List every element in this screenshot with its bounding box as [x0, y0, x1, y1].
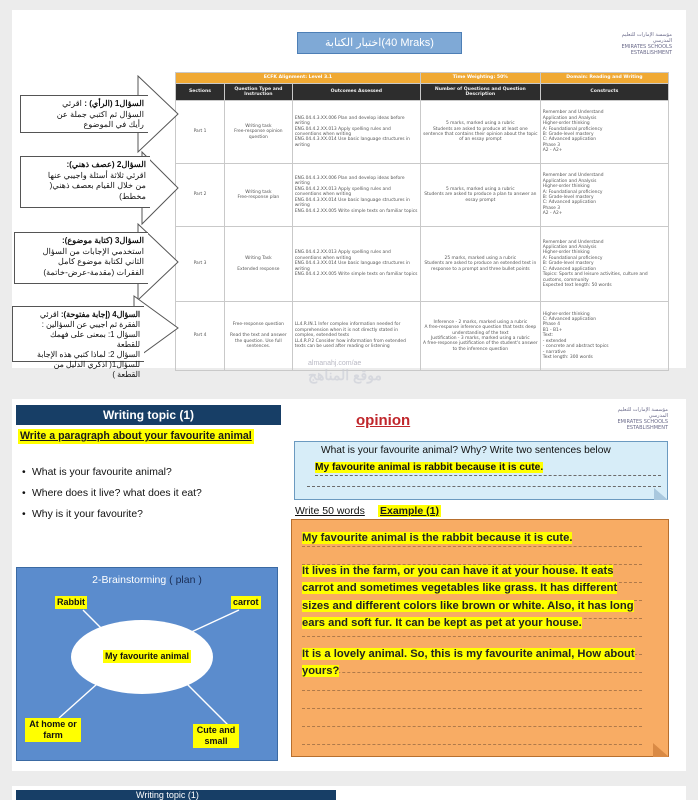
center-label: My favourite animal: [105, 651, 190, 661]
alignment-level: ECFK Alignment: Level 3.1: [176, 73, 421, 84]
callout-question-4: السؤال4 (إجابة مفتوحة): اقرئي الفقرة ثم اجيبي عن السؤالين : السؤال 1: بمعنى على فهمك للقطعة السؤال 2: لماذا كتبي هذه الإجابة للسؤال1( اذكري الدليل من القطعة ): [12, 306, 144, 362]
table-row: Part 2 Writing task Free-response plan ENG.04.4.3.XX.006 Plan and develop ideas before writing ENG.04.4.2.XX.013 Apply spelling rules and conventions when writing ENG.04.4.3.XX.014 Use basic language structures in writing ENG.04.4.2.XX.005 Write simple texts on familiar topics 5 marks, marked using a rubric Students are asked to produce a plan to answer an essay prompt Remember and Understand Application and Analysis Higher-order thinking A: Foundational proficiency B: Grade-level mastery C: Advanced application Phase 3 A2 - A2+: [176, 164, 669, 227]
opinion-question: What is your favourite animal? Why? Write two sentences below: [321, 445, 611, 456]
ecfk-alignment-table: [175, 72, 669, 371]
writing-line: [307, 486, 661, 487]
col-outcomes: Outcomes Assessed: [292, 84, 420, 101]
col-question-type: Question Type and Instruction: [224, 84, 292, 101]
col-sections: Sections: [176, 84, 225, 101]
school-logo: مؤسسة الإمارات للتعليم المدرسي EMIRATES SCHOOLS ESTABLISHMENT: [621, 32, 672, 56]
brainstorming-title: 2-Brainstorming ( plan ): [92, 574, 202, 586]
brainstorming-panel: [16, 567, 278, 761]
example-paragraph-note: [291, 519, 669, 757]
paragraph-body: It lives in the farm, or you can have it at your house. It eats carrot and sometimes vegetables like grass. It has different sizes and different colors like brown or white. Also, it has long ears and soft fur. It can be kept as pet at your house.: [302, 565, 634, 630]
page-fold: [653, 743, 669, 757]
writing-exam-title: اختبار الكتابة(40 Mraks): [297, 32, 462, 54]
table-row: Part 3 Writing Task Extended response ENG.04.4.2.XX.013 Apply spelling rules and conventions when writing ENG.04.4.3.XX.014 Use basic language structures in writing ENG.04.4.2.XX.005 Write simple texts on familiar topics 25 marks, marked using a rubric Students are asked to produce an extended text in response to a prompt and three bullet points Remember and Understand Application and Analysis Higher-order thinking A: Foundational proficiency B: Grade-level mastery C: Advanced application Topics: Sports and leisure activities, culture and customs, community Expected text length: 50 words: [176, 227, 669, 302]
node-home: At home or farm: [25, 718, 81, 742]
paragraph-intro: My favourite animal is the rabbit because it is cute.: [302, 532, 573, 544]
opinion-note: [294, 441, 668, 500]
task-prompt: Write a paragraph about your favourite animal: [20, 430, 252, 442]
next-slide-header: Writing topic (1): [16, 790, 336, 800]
list-item: • Where does it live? what does it eat?: [22, 488, 202, 499]
watermark-url: almanahj.com/ae: [308, 360, 362, 367]
school-logo: مؤسسة الإمارات للتعليم المدرسي EMIRATES SCHOOLS ESTABLISHMENT: [617, 407, 668, 431]
domain: Domain: Reading and Writing: [540, 73, 668, 84]
guiding-questions: [22, 462, 202, 525]
node-carrot: carrot: [233, 597, 259, 607]
time-weighting: Time Weighting: 50%: [420, 73, 540, 84]
exam-structure-slide: [12, 10, 686, 383]
node-rabbit: Rabbit: [57, 597, 85, 607]
writing-topic-header: Writing topic (1): [16, 405, 281, 425]
opinion-answer: My favourite animal is rabbit because it is cute.: [315, 462, 544, 473]
opinion-label: opinion: [356, 412, 411, 429]
writing-topic-slide: [12, 399, 686, 771]
list-item: • What is your favourite animal?: [22, 467, 172, 478]
page-fold: [654, 488, 668, 500]
word-count-instruction: Write 50 words: [295, 505, 365, 517]
callout-question-3: السؤال3 (كتابة موضوع): استخدمي الإجابات من السؤال الثاني لكتابة موضوع كامل الفقرات (مقدمة-عرض-خاتمة): [14, 232, 148, 284]
node-cute: Cute and small: [193, 724, 239, 748]
watermark-logo: موقع المناهج: [308, 367, 382, 383]
table-row: Part 4 Free-response question Read the text and answer the question. Use full sentences. LL4.R.IN.1 Infer complex information needed for comprehension when it is not directly stated in complex, extended texts LL4.R.P.2 Consider how information from extended texts can be used after reading or listening Inference - 2 marks, marked using a rubric A free-response inference question that tests deep understanding of the text Justification - 3 marks, marked using a rubric A free-response justification of the student's answer to the inference question Higher-order thinking C: Advanced application Phase 4 B1 - B1+ Text: - extended - concrete and abstract topics - narrative Text length: 300 words: [176, 302, 669, 371]
col-number: Number of Questions and Question Description: [420, 84, 540, 101]
col-constructs: Constructs: [540, 84, 668, 101]
callout-question-1: السؤال1 (الرأي) : اقرئي السؤال ثم اكتبي جملة عن رأيك في الموضوع: [20, 95, 148, 133]
table-row: Part 1 Writing task Free-response opinion question ENG.04.4.3.XX.006 Plan and develop ideas before writing ENG.04.4.2.XX.013 Apply spelling rules and conventions when writing ENG.04.4.3.XX.014 Use basic language structures in writing 5 marks, marked using a rubric Students are asked to produce at least one sentence that contains their opinion about the topic of an essay prompt Remember and Understand Application and Analysis Higher-order thinking A: Foundational proficiency B: Grade-level mastery C: Advanced application Phase 3 A2 - A2+: [176, 101, 669, 164]
next-slide-partial: [12, 786, 686, 800]
list-item: • Why is it your favourite?: [22, 509, 143, 520]
example-label: Example (1): [380, 505, 439, 517]
callout-question-2: السؤال2 (عصف ذهني): اقرئي ثلاثة أسئلة واجيبي عنها من خلال القيام بعصف ذهني( مخطط): [20, 156, 150, 208]
paragraph-conclusion: It is a lovely animal. So, this is my favourite animal, How about yours?: [302, 648, 635, 678]
